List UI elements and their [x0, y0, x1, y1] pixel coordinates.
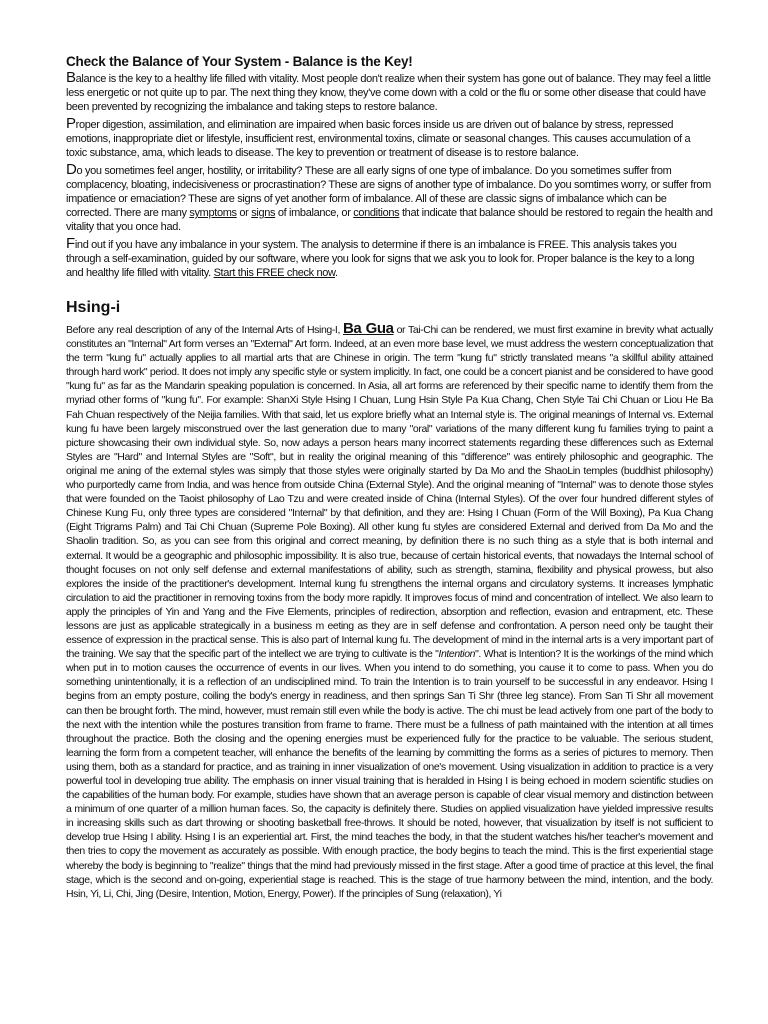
drop-cap: D [66, 161, 77, 178]
section-spacer [66, 283, 713, 293]
paragraph-text: . [335, 267, 338, 279]
hsingi-heading: Hsing-i [66, 299, 121, 316]
hsingi-body [66, 322, 713, 901]
document-page [66, 54, 713, 901]
paragraph-text: ind out if you have any imbalance in your system. The analysis to determine if there is an imbalance is FREE. This analysis takes you through a self-examination, guided by our software, where you look for signs that we ask you to look for. Proper balance is the key to a long and healthy life filled with vitality. [66, 239, 695, 279]
balance-paragraph-4 [66, 237, 713, 280]
free-check-link[interactable]: Start this FREE check now [213, 267, 336, 279]
symptoms-link[interactable]: symptoms [189, 207, 237, 219]
paragraph-text: alance is the key to a healthy life filled with vitality. Most people don't realize when their system has gone out of balance. They may feel a little less energetic or not quite up to par. The next thing they know, they've come down with a cold or the flu or some other disease that could have been prevented by recognizing the imbalance and taking steps to restore balance. [66, 73, 711, 113]
paragraph-text: roper digestion, assimilation, and elimination are impaired when basic forces inside us are driven out of balance by stress, repressed emotions, inappropriate diet or lifestyle, insufficient rest, environmental toxins, climate or seasonal changes. This causes accumulation of a toxic substance, ama, which leads to disease. The key to prevention or treatment of disease is to restore balance. [66, 119, 691, 159]
drop-cap: F [66, 235, 75, 252]
paragraph-text: ". What is Intention? It is the workings of the mind which when put in to motion causes the occurrence of events in our lives. When you intend to do something, you cause it to come to pass. When you do something unintentionally, it is a reflection of an undisciplined mind. To train the Intention is to train yourself to be successful in any endeavor. Hsing I begins from an empty posture, coiling the body's energy in readiness, and then springs San Ti Shr (three leg stance). From San Ti Shr all movement can then be brought forth. The mind, however, must remain still even while the body is active. The chi must be lead actively from one part of the body to the next with the intention while the postures transition from frame to frame. There must be a fullness of path maintained with the intention at all times throughout the practice. Both the closing and the opening energies must be experienced fully for the practice to be valuable. The serious student, learning the form from a competent teacher, will enhance the benefits of the learning by committing the forms as a series of pictures to memory. Then using them, both as a standard for practice, and as training in inner visualization of one's movement. Using visualization in addition to practice is a very powerful tool in developing true ability. The emphasis on inner visual training that is heralded in Hsing I is being echoed in modern scientific studies on the capabilities of the human body. For example, studies have shown that an average person is capable of clear visual memory and distinction between a minimum of one quarter of a million human faces. So, the capacity is definitely there. Studies on applied visualization have yielded impressive results in increasing skills such as dart throwing or shooting basketball free-throws. It should be noted, however, that visualization by itself is not sufficient to develop true Hsing I ability. Hsing I is an experiential art. First, the mind teaches the body, in that the student watches his/her teacher's movement and then tries to copy the movement as accurately as possible. With enough practice, the body begins to teach the mind. This is the first experiential stage whereby the body is beginning to "realize" things that the mind had previously missed in the first stage. After a good time of practice at this level, the final stage, which is the second and on-going, experiential stage is reached. This is the stage of true harmony between the mind, intention, and the body. Hsin, Yi, Li, Chi, Jing (Desire, Intention, Motion, Energy, Power). If the principles of Sung (relaxation), Yi [66, 648, 713, 900]
signs-link[interactable]: signs [251, 207, 276, 219]
balance-paragraph-1 [66, 71, 713, 114]
paragraph-text: o you sometimes feel anger, hostility, or irritability? These are all early signs of one type of imbalance. Do you sometimes suffer from complacency, bloating, indecisiveness or procrastination? These are signs of another type of imbalance. Do you somtimes worry, or suffer from impatience or emaciation? These are signs of yet another form of imbalance. All of these are classic signs of imbalance which can be corrected. There are many [66, 165, 711, 219]
conditions-link[interactable]: conditions [353, 207, 400, 219]
paragraph-text: or [236, 207, 252, 219]
paragraph-text: or Tai-Chi can be rendered, we must first examine in brevity what actually constitutes an "Internal" Art form verses an "External" Art form. Indeed, at an even more base level, we must address the western conceptualization that the term "kung fu" actually applies to all martial arts that are Chinese in origin. The term "kung fu" strictly translated means "a skillful ability attained through hard work" period. It does not imply any specific style or system implicitly. In fact, one could be a concert pianist and be considered to have good "kung fu" as far as the Mandarin speaking population is concerned. In Asia, all art forms are referenced by their specific name to identify them from the myriad other forms of "kung fu". For example: ShanXi Style Hsing I Chuan, Lung Hsin Style Pa Kua Chang, Chen Style Tai Chi Chuan or Liou He Ba Fah Chuan respectively of the Neijia families. With that said, let us explore briefly what an Internal style is. The original meanings of Internal vs. External kung fu have been largely misconstrued over the last generation due to many "oral" variations of the many different kung fu families trying to paint a picture showcasing their own individual style. So, now adays a person hears many incorrect statements regarding these differences such as External Styles are "Hard" and Internal Styles are "Soft", but in reality the original meaning of this "difference" was entirely philosophic and geographic. The original me aning of the external styles was simply that those styles were originally started by Da Mo and the ShaoLin temples (buddhist philosophy) who purportedly came from India, and was hence from outside China (External Style). And the original meaning of "Internal" was to denote those styles that were founded on the Taoist philosophy of Lao Tzu and were created inside of China (Internal Styles). Of the over four hundred different styles of Chinese Kung Fu, only three types are considered "Internal" by that definition, and they are: Hsing I Chuan (Form of the Will Boxing), Pa Kua Chang (Eight Trigrams Palm) and Tai Chi Chuan (Supreme Pole Boxing). All other kung fu styles are considered External and derived from Da Mo and the Shaolin tradition. So, as you can see from this original and correct meaning, by definition there is no such thing as a style that is both internal and external. It would be a geographic and philosophic impossibility. It is also true, because of certain historical events, that nowadays the Internal school of thought focuses on not only self defense and external manifestations of ability, such as strength, stamina, flexibility and physical prowess, but also explores the inside of the practitioner's development. Internal kung fu strengthens the internal organs and circulatory systems. It increases lymphatic circulation to aid the practitioner in removing toxins from the body more rapidly. It improves focus of mind and concentration of intellect. We also learn to apply the principles of Yin and Yang and the Five Elements, principles of redirection, absorption and reflection, evasion and entrapment, etc. These lessons are just as applicable strategically in a business m eeting as they are in self defense and confrontation. A person need only be taught their essence of expression in the practical sense. This is also part of Internal kung fu. The development of mind in the internal arts is a very important part of the training. We say that the specific part of the intellect we are trying to cultivate is the " [66, 324, 713, 661]
paragraph-text: that indicate that balance should be restored to regain the health and vitality that you once had. [66, 207, 713, 233]
balance-title: Check the Balance of Your System - Balance is the Key! [66, 54, 413, 69]
balance-paragraph-2 [66, 117, 713, 160]
drop-cap: P [66, 115, 76, 132]
drop-cap: B [66, 69, 76, 86]
paragraph-text: of imbalance, or [275, 207, 354, 219]
paragraph-text: Before any real description of any of the Internal Arts of Hsing-I, [66, 324, 343, 336]
ba-gua-link[interactable]: Ba Gua [342, 320, 394, 337]
intention-term: Intention [438, 648, 476, 661]
balance-paragraph-3 [66, 163, 713, 234]
